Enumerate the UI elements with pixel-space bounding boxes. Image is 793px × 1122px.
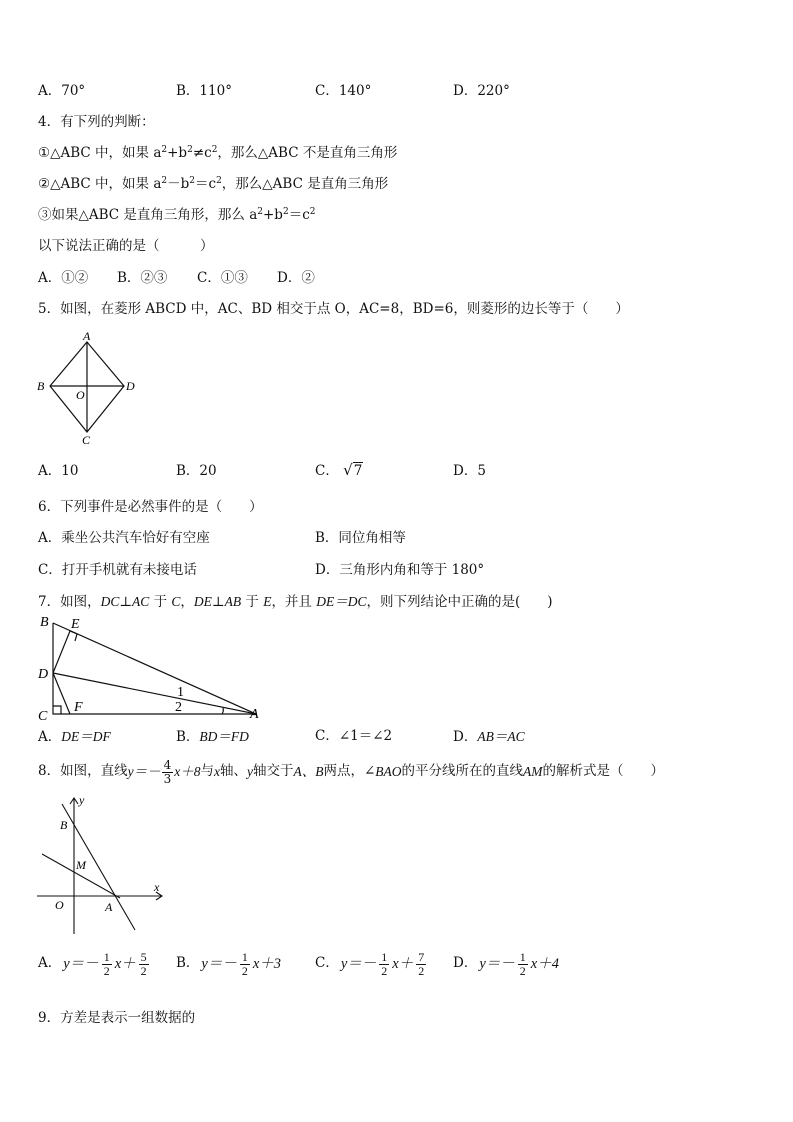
q5-rhombus-figure	[34, 328, 144, 448]
label-o: O	[76, 388, 85, 402]
label-angle-1: 1	[177, 685, 184, 700]
q3-option-a[interactable]: A．70°	[38, 83, 86, 99]
q6-option-d[interactable]: D．三角形内角和等于 180°	[315, 562, 485, 578]
q4-option-b[interactable]: B．②③	[117, 270, 168, 286]
right-angle-c	[53, 706, 61, 714]
q5-option-a[interactable]: A．10	[38, 463, 79, 479]
q4-statement-1: ①△ABC 中，如果 $a^2+b^2\ne c^2$，那么△ABC 不是直角三角形	[38, 145, 398, 161]
q7-option-c[interactable]: C．∠1＝∠2	[315, 728, 393, 744]
label-c: C	[82, 433, 91, 447]
label-d: D	[126, 379, 135, 393]
angle-arc	[222, 708, 223, 714]
q4-option-c[interactable]: C．①③	[197, 270, 248, 286]
q3-option-d[interactable]: D．220°	[453, 83, 510, 99]
triangle-abc	[53, 623, 256, 714]
line-ab	[62, 804, 135, 930]
q4-stem: 4．有下列的判断：	[38, 114, 155, 130]
q4-statement-3: ③如果△ABC 是直角三角形，那么 $a^2+b^2=c^2$	[38, 207, 316, 223]
q4-statement-2: ②△ABC 中，如果 $a^2-b^2=c^2$，那么△ABC 是直角三角形	[38, 176, 389, 192]
radical-sign: √	[343, 461, 353, 479]
q8-fraction: $\frac{4}{3}$	[163, 757, 172, 786]
label-b: B	[40, 615, 49, 630]
q6-option-a[interactable]: A．乘坐公共汽车恰好有空座	[38, 530, 210, 546]
q8-option-b[interactable]: B． y＝－ $\frac{1}{2}$ x＋3	[176, 950, 282, 978]
label-m: M	[76, 858, 86, 872]
segment-da	[53, 673, 256, 714]
label-y: y	[79, 793, 85, 807]
q5-option-b[interactable]: B．20	[176, 463, 217, 479]
q9-stem: 9．方差是表示一组数据的	[38, 1010, 196, 1026]
right-angle-e	[70, 631, 77, 641]
q6-stem: 6．下列事件是必然事件的是（ ）	[38, 499, 263, 515]
q8-option-c[interactable]: C． y＝－ $\frac{1}{2}$ x＋ $\frac{7}{2}$	[315, 950, 425, 978]
label-c: C	[38, 709, 48, 724]
label-a: A	[83, 329, 91, 343]
q5-stem: 5．如图，在菱形 ABCD 中，AC、BD 相交于点 O，AC=8，BD=6，则菱形的边长等于（ ）	[38, 301, 629, 317]
label-a: A	[250, 707, 259, 722]
q5-option-c[interactable]: C． √7	[315, 461, 363, 479]
q7-option-a[interactable]: A．DE＝DF	[38, 729, 111, 745]
q7-option-b[interactable]: B．BD＝FD	[176, 729, 249, 745]
segment-de	[53, 631, 70, 673]
q8-option-d[interactable]: D． y＝－ $\frac{1}{2}$ x＋4	[453, 950, 559, 978]
q4-ask: 以下说法正确的是（ ）	[38, 238, 214, 254]
label-f: F	[74, 700, 83, 715]
label-a: A	[105, 900, 113, 914]
label-e: E	[71, 617, 80, 632]
q4-option-a[interactable]: A．①②	[38, 270, 89, 286]
q6-option-b[interactable]: B．同位角相等	[315, 530, 406, 546]
label-x: x	[154, 880, 160, 894]
label-d: D	[38, 667, 49, 682]
label-b: B	[37, 379, 45, 393]
label-b: B	[60, 818, 68, 832]
q8-coordinate-figure	[34, 790, 169, 936]
q7-triangle-figure	[34, 612, 266, 724]
q4-option-d[interactable]: D．②	[277, 270, 315, 286]
q5-option-d[interactable]: D．5	[453, 463, 486, 479]
label-o: O	[55, 898, 64, 912]
q3-option-b[interactable]: B．110°	[176, 83, 232, 99]
q7-option-d[interactable]: D．AB＝AC	[453, 729, 525, 745]
label-angle-2: 2	[175, 700, 182, 715]
q3-option-c[interactable]: C．140°	[315, 83, 372, 99]
q8-option-a[interactable]: A． y＝－ $\frac{1}{2}$ x＋ $\frac{5}{2}$	[38, 950, 147, 978]
q7-stem: 7．如图，DC⊥AC 于 C，DE⊥AB 于 E，并且 DE＝DC，则下列结论中正确的是( )	[38, 594, 553, 610]
q6-option-c[interactable]: C．打开手机就有未接电话	[38, 562, 197, 578]
q8-stem: 8．如图，直线 y＝－ $\frac{4}{3}$ x＋8 与 x 轴、 y 轴交于 A、B 两点，∠ BAO 的平分线所在的直线 AM 的解析式是（ ）	[38, 757, 665, 786]
